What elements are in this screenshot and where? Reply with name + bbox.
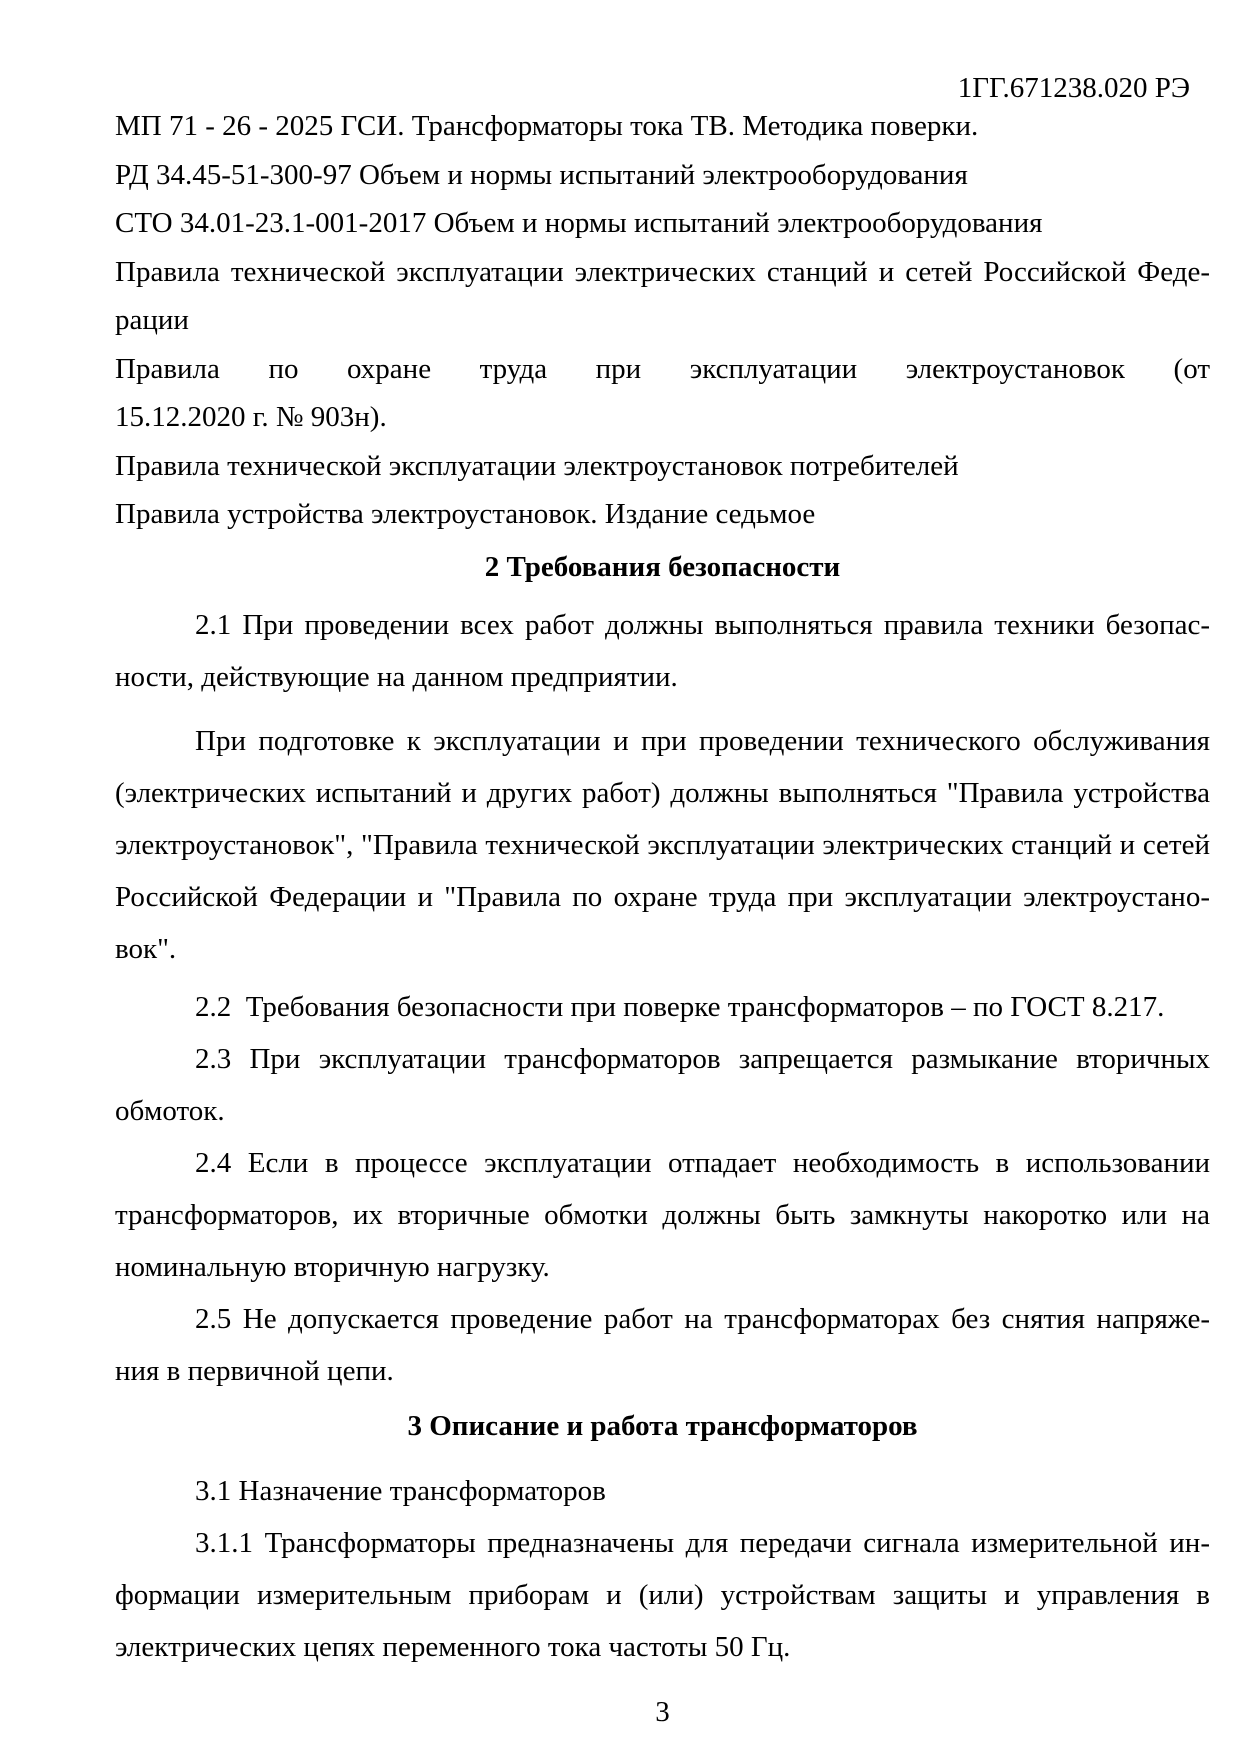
text-line: электрических цепях переменного тока частоты 50 Гц.: [115, 1630, 791, 1663]
ref-rd-34-45: [115, 151, 1210, 200]
text-line: Российской Федерации и "Правила по охране труда при эксплуатации электроустано-: [115, 880, 1210, 913]
text-line: 2.2 Требования безопасности при поверке трансформаторов – по ГОСТ 8.217.: [195, 990, 1165, 1023]
para-preparation: [115, 715, 1210, 975]
para-3-1: [115, 1465, 1210, 1517]
text-line: Правила по охране труда при эксплуатации электроустановок (от: [115, 352, 1210, 385]
text-line: Правила устройства электроустановок. Издание седьмое: [115, 498, 816, 530]
ref-mp-71: [115, 102, 1210, 151]
heading-2: [115, 542, 1210, 592]
text-line: трансформаторов, их вторичные обмотки должны быть замкнуты накоротко или на: [115, 1198, 1210, 1231]
heading-3: [115, 1401, 1210, 1451]
text-line: При подготовке к эксплуатации и при проведении технического обслуживания: [195, 724, 1210, 757]
text-line: 2.4 Если в процессе эксплуатации отпадает необходимость в использовании: [195, 1146, 1210, 1179]
text-line: 15.12.2020 г. № 903н).: [115, 401, 387, 433]
text-line: вок".: [115, 932, 177, 965]
para-3-1-1: [115, 1517, 1210, 1673]
document-body: [115, 102, 1210, 1673]
text-line: СТО 34.01-23.1-001-2017 Объем и нормы испытаний электрооборудования: [115, 207, 1043, 239]
ref-sto-34-01: [115, 199, 1210, 248]
text-line: 2.5 Не допускается проведение работ на трансформаторах без снятия напряже-: [195, 1302, 1210, 1335]
text-line: обмоток.: [115, 1094, 225, 1127]
text-line: номинальную вторичную нагрузку.: [115, 1250, 550, 1283]
text-line: МП 71 - 26 - 2025 ГСИ. Трансформаторы тока ТВ. Методика поверки.: [115, 110, 979, 142]
text-line: 2.3 При эксплуатации трансформаторов запрещается размыкание вторичных: [195, 1042, 1210, 1075]
text-line: электроустановок", "Правила технической эксплуатации электрических станций и сетей: [115, 828, 1210, 861]
text-line: ния в первичной цепи.: [115, 1354, 394, 1387]
document-code: 1ГГ.671238.020 РЭ: [957, 72, 1190, 104]
text-line: рации: [115, 304, 189, 336]
ref-pte-consumers: [115, 442, 1210, 491]
text-line: 3 Описание и работа трансформаторов: [407, 1409, 918, 1442]
ref-pte-stations: [115, 248, 1210, 345]
para-2-5: [115, 1293, 1210, 1397]
text-line: формации измерительным приборам и (или) устройствам защиты и управления в: [115, 1578, 1210, 1611]
ref-pue: [115, 490, 1210, 539]
para-2-3: [115, 1033, 1210, 1137]
text-line: 2.1 При проведении всех работ должны выполняться правила техники безопас-: [195, 608, 1210, 641]
text-line: 3.1.1 Трансформаторы предназначены для передачи сигнала измерительной ин-: [195, 1526, 1210, 1559]
para-2-1: [115, 599, 1210, 703]
text-line: 2 Требования безопасности: [484, 550, 841, 583]
para-2-2: [115, 981, 1210, 1033]
text-line: Правила технической эксплуатации электроустановок потребителей: [115, 449, 959, 482]
text-line: 3.1 Назначение трансформаторов: [195, 1474, 606, 1507]
text-line: Правила технической эксплуатации электрических станций и сетей Российской Феде-: [115, 255, 1210, 288]
text-line: РД 34.45-51-300-97 Объем и нормы испытаний электрооборудования: [115, 158, 968, 191]
page-number: 3: [655, 1695, 670, 1728]
text-line: ности, действующие на данном предприятии.: [115, 660, 678, 693]
text-line: (электрических испытаний и других работ) должны выполняться "Правила устройства: [115, 776, 1210, 809]
para-2-4: [115, 1137, 1210, 1293]
ref-pot-labor: [115, 345, 1210, 442]
